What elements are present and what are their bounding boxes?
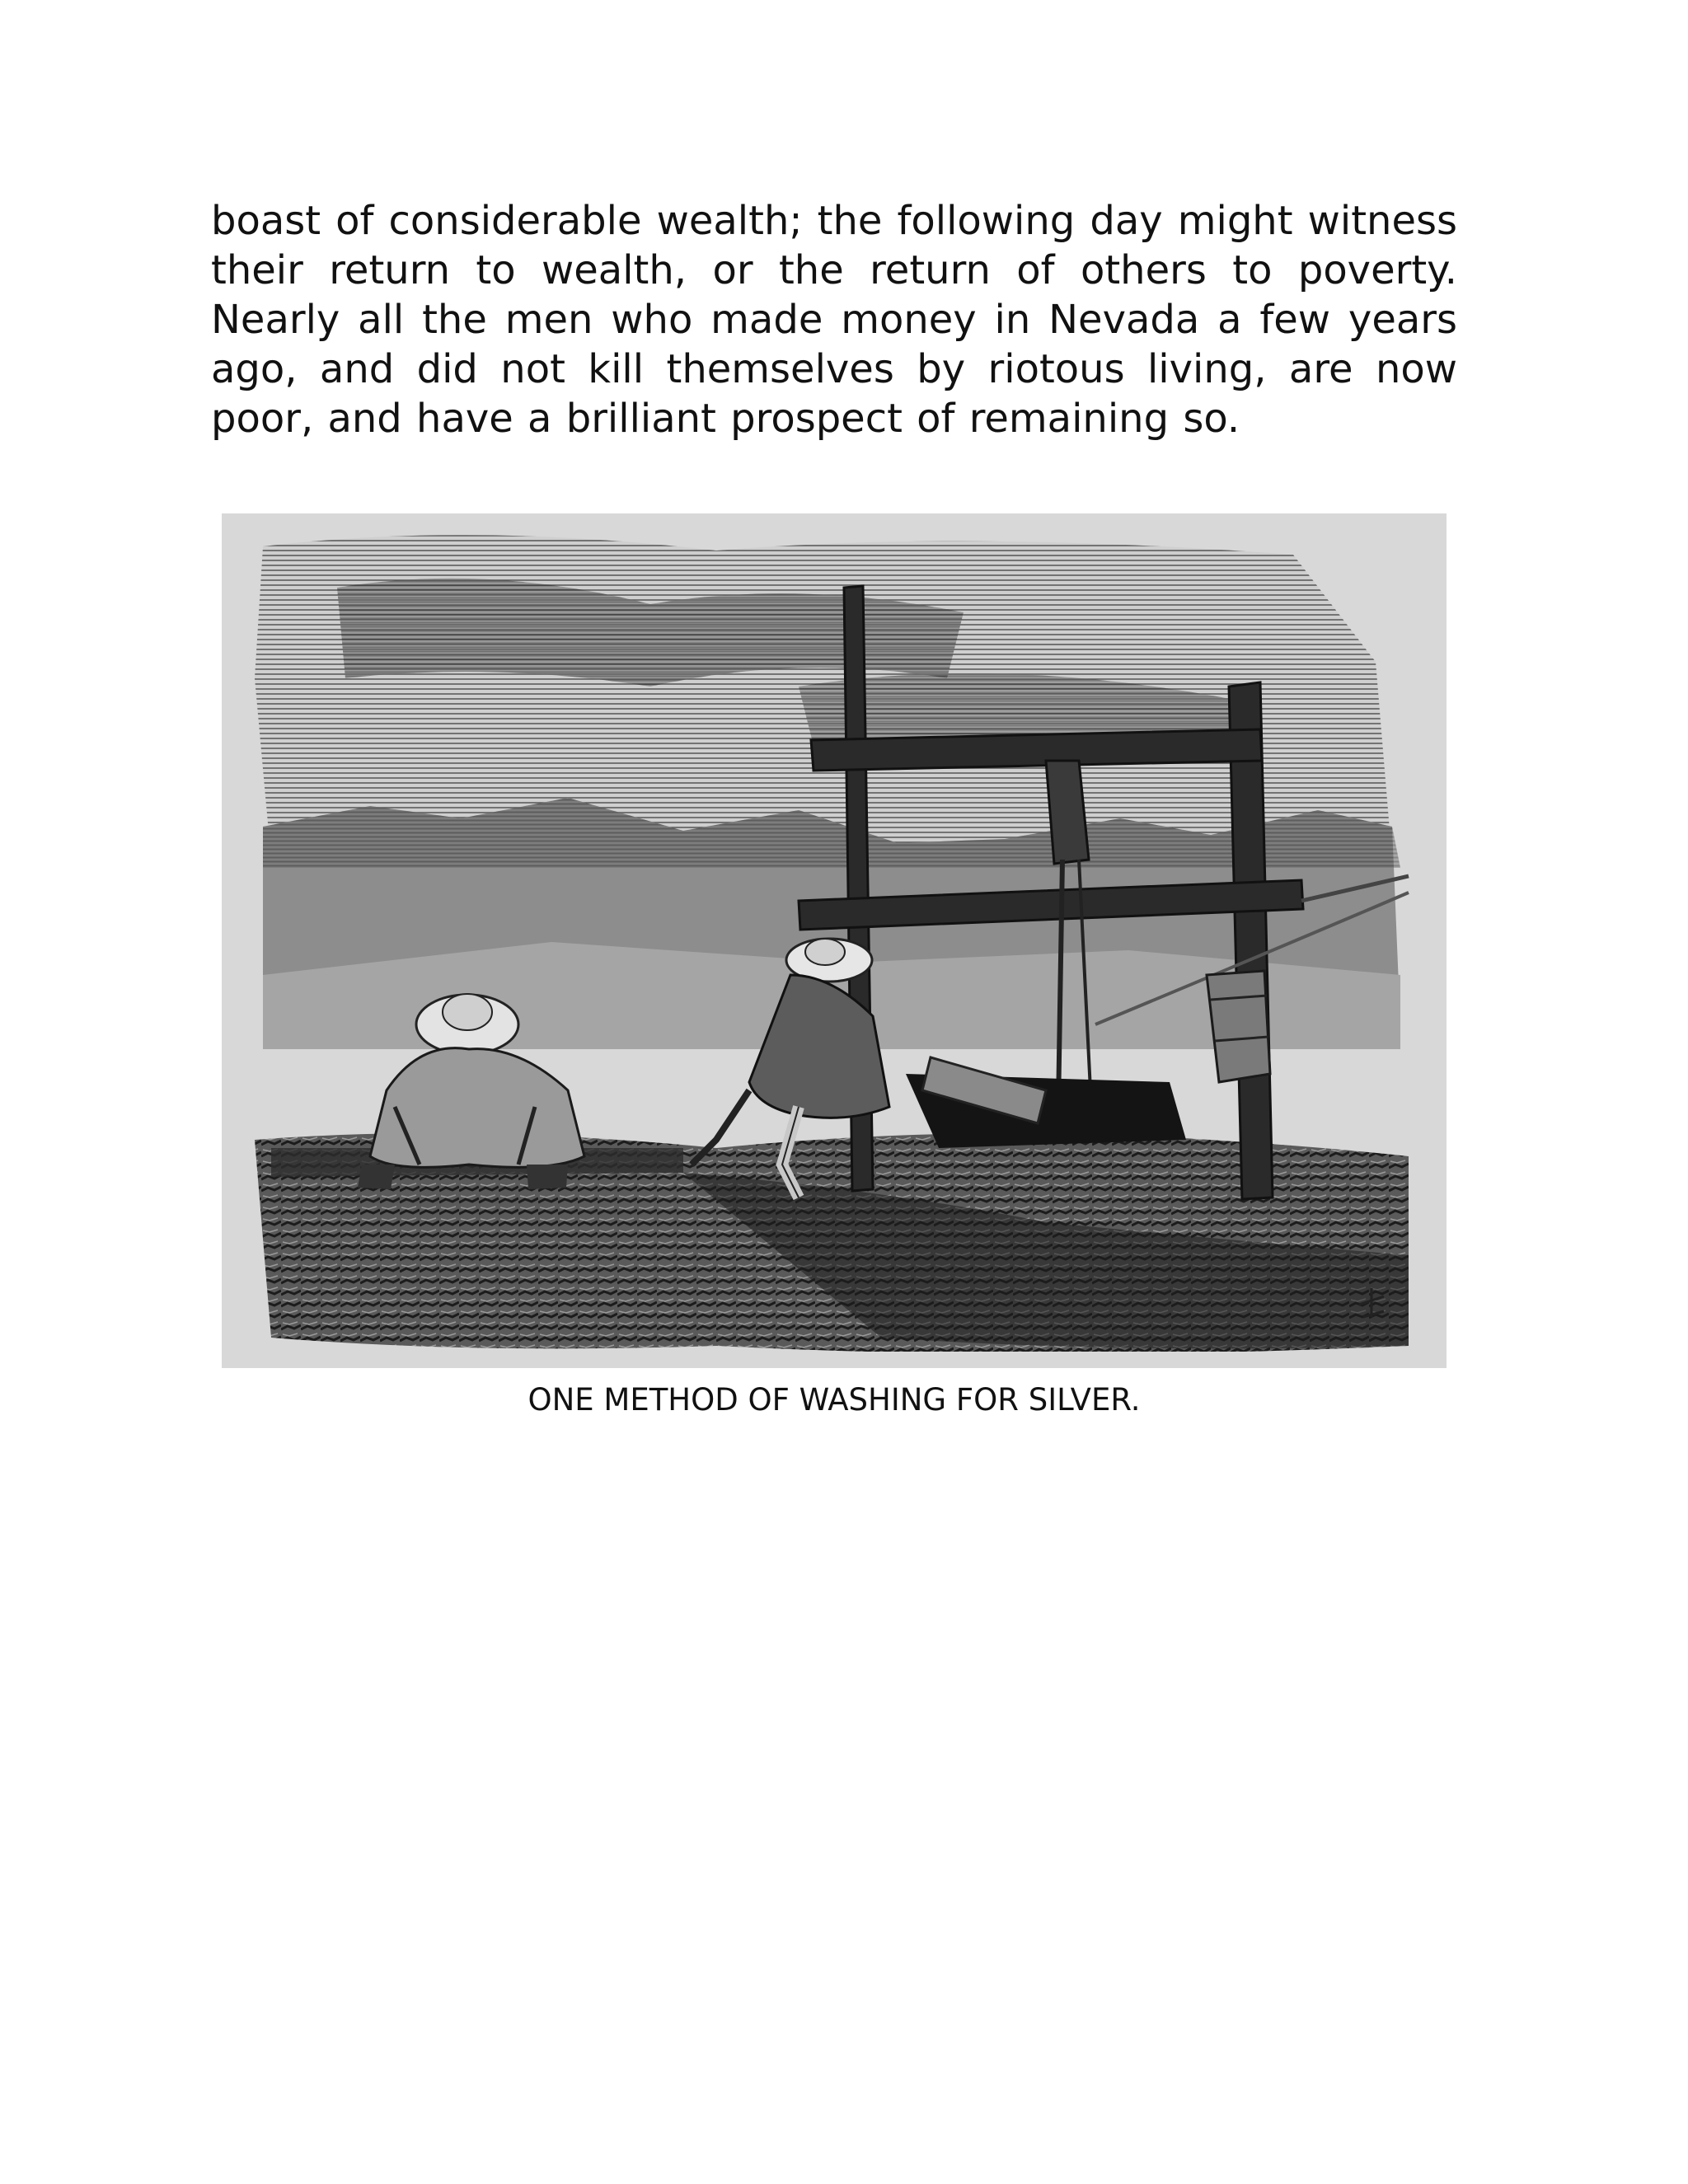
engraving-drawing <box>222 513 1447 1368</box>
body-paragraph: boast of considerable wealth; the following day might witness their return to wealth, or the return of others to poverty. Nearly all the men who made money in Nevada a few years ago, and did not kill themselves by riotous living, are now poor, and have a brilliant prospect of remaining so. <box>211 198 1457 442</box>
barrel <box>1207 971 1270 1082</box>
sky-clouds <box>255 535 1392 860</box>
figure-caption: ONE METHOD OF WASHING FOR SILVER. <box>528 1382 1141 1418</box>
engraving-illustration <box>222 513 1447 1368</box>
